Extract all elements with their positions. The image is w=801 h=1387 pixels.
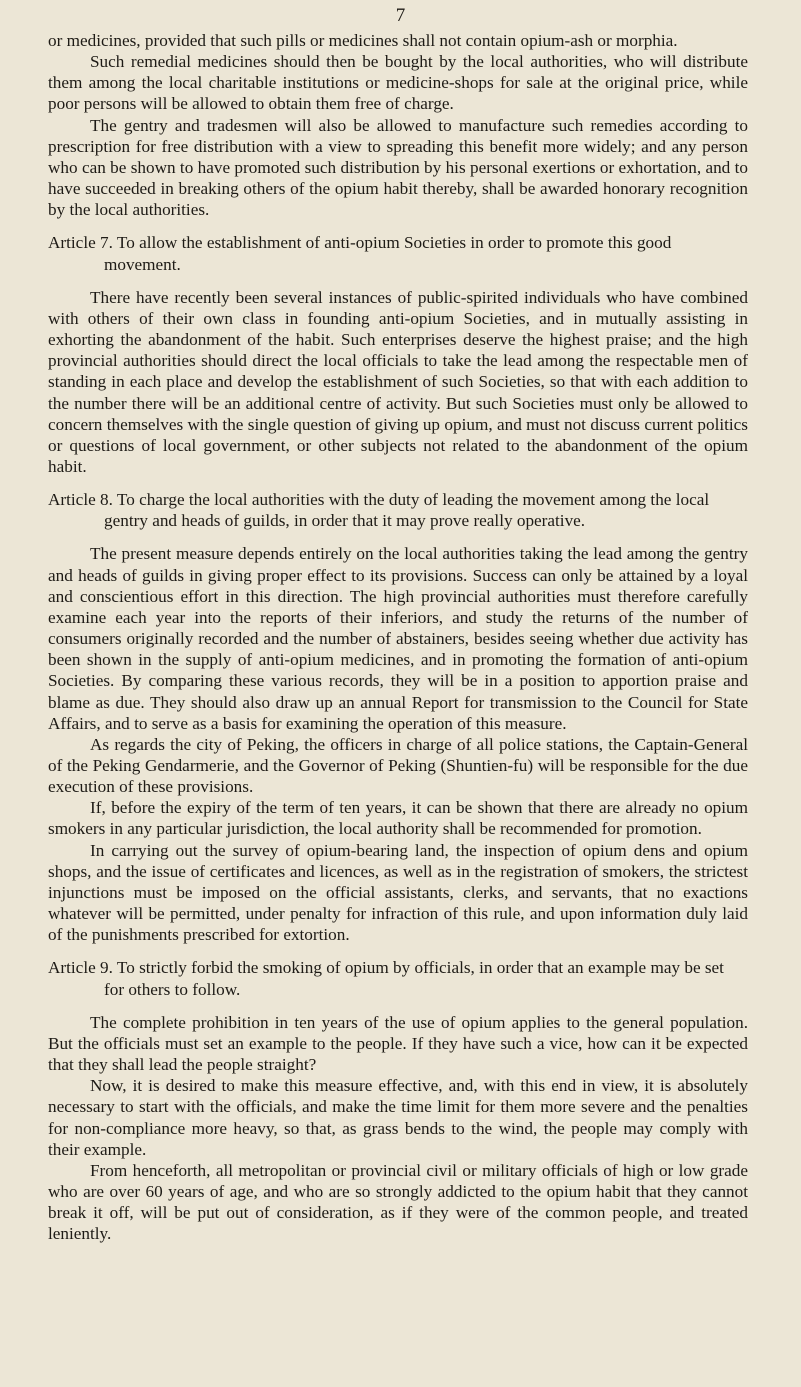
paragraph-survey-of-land: In carrying out the survey of opium-bearing land, the inspection of opium dens and opium shops, and the issue of certificates and licences, as well as in the registration of smokers, the strictest injunctions must be imposed on the official assistants, clerks, and servants, that no exactions whatever will be permitted, under penalty for infraction of this rule, and upon information duly laid of the punishments prescribed for extortion. [48, 840, 748, 945]
paragraph-medicines-continued: or medicines, provided that such pills or medicines shall not contain opium-ash or morphia. [48, 31, 678, 50]
document-body [48, 30, 748, 1244]
paragraph-anti-opium-societies: There have recently been several instances of public-spirited individuals who have combined with others of their own class in founding anti-opium Societies, and in mutually assisting in exhorting the abandonment of the habit. Such enterprises deserve the highest praise; and the high provincial authorities should direct the local officials to take the lead among the respectable men of standing in each place and develop the establishment of such Societies, so that with each addition to the number there will be an additional centre of activity. But such Societies must only be allowed to concern themselves with the single question of giving up opium, and must not discuss current politics or questions of local government, or other subjects not related to the abandonment of the opium habit. [48, 287, 748, 476]
paragraph-city-of-peking: As regards the city of Peking, the officers in charge of all police stations, the Captain-General of the Peking Gendarmerie, and the Governor of Peking (Shuntien-fu) will be responsible for the due execution of these provisions. [48, 734, 748, 797]
article-9-heading: Article 9. To strictly forbid the smoking of opium by officials, in order that an example may be set for others to follow. [48, 958, 724, 999]
article-7-heading: Article 7. To allow the establishment of anti-opium Societies in order to promote this good movement. [48, 233, 672, 274]
page-number: 7 [395, 5, 406, 26]
paragraph-complete-prohibition: The complete prohibition in ten years of the use of opium applies to the general population. But the officials must set an example to the people. If they have such a vice, how can it be expected that they shall lead the people straight? [48, 1012, 748, 1075]
paragraph-expiry-of-term: If, before the expiry of the term of ten years, it can be shown that there are already no opium smokers in any particular jurisdiction, the local authority shall be recommended for promotion. [48, 798, 748, 839]
paragraph-from-henceforth: From henceforth, all metropolitan or provincial civil or military officials of high or low grade who are over 60 years of age, and who are so strongly addicted to the opium habit that they cannot break it off, will be put out of consideration, as if they were of the common people, and treated leniently. [48, 1160, 748, 1244]
paragraph-make-measure-effective: Now, it is desired to make this measure effective, and, with this end in view, it is absolutely necessary to start with the officials, and make the time limit for them more severe and the penalties for non-compliance more heavy, so that, as grass bends to the wind, the people may comply with their example. [48, 1076, 748, 1159]
paragraph-present-measure: The present measure depends entirely on the local authorities taking the lead among the gentry and heads of guilds in giving proper effect to its provisions. Success can only be attained by a loyal and conscientious effort in this direction. The high provincial authorities must therefore carefully examine each year into the reports of their inferiors, and study the returns of the number of consumers originally recorded and the number of abstainers, besides seeing whether due activity has been shown in the supply of anti-opium medicines, and in promoting the formation of anti-opium Societies. By comparing these various records, they will be in a position to apportion praise and blame as due. They should also draw up an annual Report for transmission to the Council for State Affairs, and to serve as a basis for examining the operation of this measure. [48, 544, 748, 733]
paragraph-gentry-tradesmen: The gentry and tradesmen will also be allowed to manufacture such remedies according to prescription for free distribution with a view to spreading this benefit more widely; and any person who can be shown to have promoted such distribution by his personal exertions or exhortation, and to have succeeded in breaking others of the opium habit thereby, shall be awarded honorary recognition by the local authorities. [48, 115, 748, 220]
article-8-heading: Article 8. To charge the local authorities with the duty of leading the movement among the local gentry and heads of guilds, in order that it may prove really operative. [48, 490, 710, 531]
paragraph-remedial-medicines: Such remedial medicines should then be bought by the local authorities, who will distribute them among the local charitable institutions or medicine-shops for sale at the original price, while poor persons will be allowed to obtain them free of charge. [48, 52, 748, 114]
